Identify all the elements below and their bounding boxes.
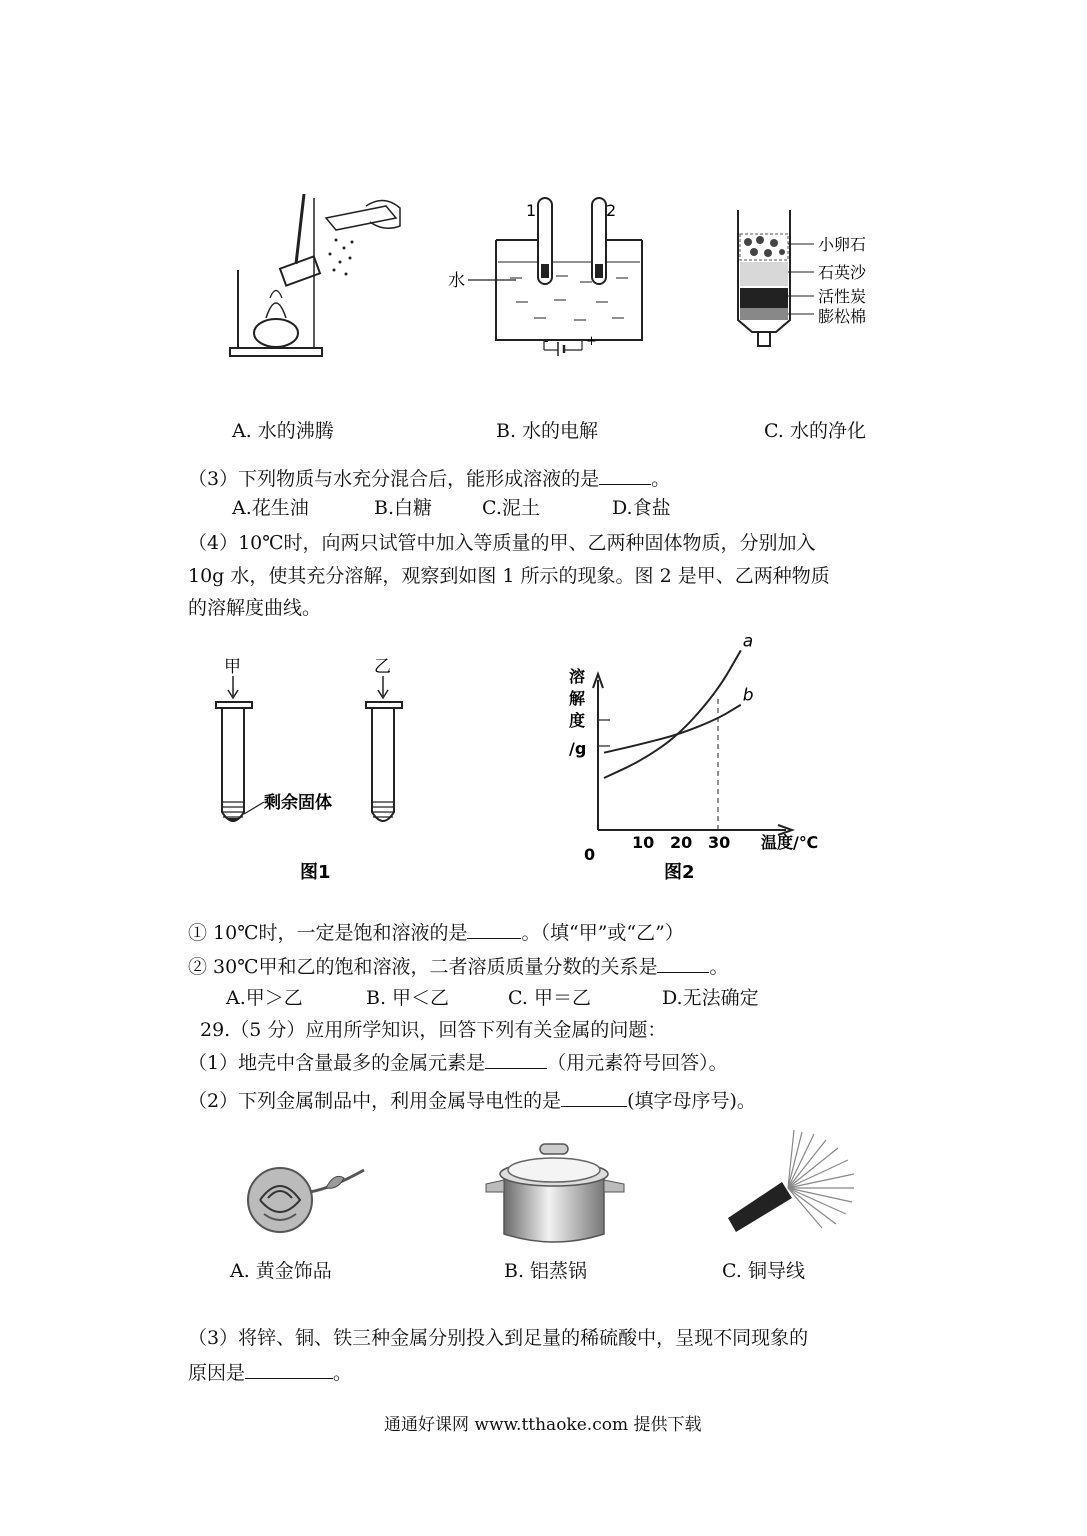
layer-carbon: 活性炭 xyxy=(818,287,867,306)
q29-title: 29.（5 分）应用所学知识，回答下列有关金属的问题： xyxy=(200,1019,667,1041)
q3-option-d: D.食盐 xyxy=(612,497,671,519)
ylabel-char-1: 溶 xyxy=(569,667,586,686)
caption-electrolysis: B. 水的电解 xyxy=(496,420,599,442)
residue-label: 剩余固体 xyxy=(264,793,332,813)
electrolysis-figure xyxy=(446,190,656,355)
sub2-option-a: A.甲＞乙 xyxy=(226,987,303,1009)
label-yi: 乙 xyxy=(374,657,391,677)
xtick-label: 10 xyxy=(632,833,655,852)
origin-label: 0 xyxy=(584,845,596,864)
q3-stem: （3）下列物质与水充分混合后，能形成溶液的是 。 xyxy=(188,468,671,490)
footer-text: 通通好课网 www.tthaoke.com 提供下载 xyxy=(384,1415,702,1435)
figure2-caption: 图2 xyxy=(664,862,695,883)
aluminum-pot-image xyxy=(478,1140,630,1248)
ylabel-char-2: 解 xyxy=(569,689,586,708)
caption-purification: C. 水的净化 xyxy=(764,420,866,442)
figure2-solubility-chart xyxy=(560,631,830,890)
sub2-option-b: B. 甲＜乙 xyxy=(366,987,450,1009)
label-jia: 甲 xyxy=(224,657,241,677)
q29-part3-line2: 原因是 。 xyxy=(188,1362,353,1384)
sub2-text: ② 30℃甲和乙的饱和溶液，二者溶质质量分数的关系是 。 xyxy=(188,956,729,978)
copper-wire-image xyxy=(722,1128,858,1232)
q3-option-c: C.泥土 xyxy=(482,497,540,519)
boiling-figure xyxy=(226,178,408,366)
item-wire: C. 铜导线 xyxy=(722,1260,805,1282)
xtick-label: 20 xyxy=(670,833,693,852)
series-line-a xyxy=(604,650,741,778)
layer-pebble: 小卵石 xyxy=(818,235,867,254)
item-pot: B. 铝蒸锅 xyxy=(504,1260,588,1282)
gold-rose-image xyxy=(240,1158,370,1240)
figure1-caption: 图1 xyxy=(300,862,331,883)
q29-part1: （1）地壳中含量最多的金属元素是 （用元素符号回答）。 xyxy=(188,1052,728,1074)
water-label: 水 xyxy=(448,271,465,291)
q4-line1: （4）10℃时，向两只试管中加入等质量的甲、乙两种固体物质，分别加入 xyxy=(188,532,816,554)
xtick-label: 30 xyxy=(708,833,731,852)
sub2-option-c: C. 甲＝乙 xyxy=(508,987,591,1009)
purification-figure xyxy=(730,208,890,358)
layer-quartz: 石英沙 xyxy=(818,263,867,282)
q4-line3: 的溶解度曲线。 xyxy=(188,597,322,619)
q3-option-b: B.白糖 xyxy=(374,497,433,519)
svg-text:-: - xyxy=(544,334,549,349)
svg-text:+: + xyxy=(586,334,597,349)
item-gold: A. 黄金饰品 xyxy=(230,1260,332,1282)
sub1-text: ① 10℃时，一定是饱和溶液的是 。（填“甲”或“乙”） xyxy=(188,922,684,944)
figure1-test-tubes xyxy=(208,652,418,892)
ylabel-char-3: 度 xyxy=(569,711,586,730)
sub2-option-d: D.无法确定 xyxy=(662,987,759,1009)
tube2-label: 2 xyxy=(606,201,617,220)
layer-cotton: 膨松棉 xyxy=(818,307,867,326)
tube1-label: 1 xyxy=(526,201,537,220)
q3-option-a: A.花生油 xyxy=(232,497,309,519)
xlabel: 温度/℃ xyxy=(761,833,819,852)
q29-part3-line1: （3）将锌、铜、铁三种金属分别投入到足量的稀硫酸中，呈现不同现象的 xyxy=(188,1327,809,1349)
ylabel-char-4: /g xyxy=(569,739,587,758)
q4-line2: 10g 水，使其充分溶解，观察到如图 1 所示的现象。图 2 是甲、乙两种物质 xyxy=(188,565,830,587)
series-label-b: b xyxy=(742,685,754,706)
series-line-b xyxy=(604,705,741,753)
caption-boiling: A. 水的沸腾 xyxy=(232,420,334,442)
q29-part2: （2）下列金属制品中，利用金属导电性的是 (填字母序号)。 xyxy=(188,1090,756,1112)
series-label-a: a xyxy=(742,631,754,652)
